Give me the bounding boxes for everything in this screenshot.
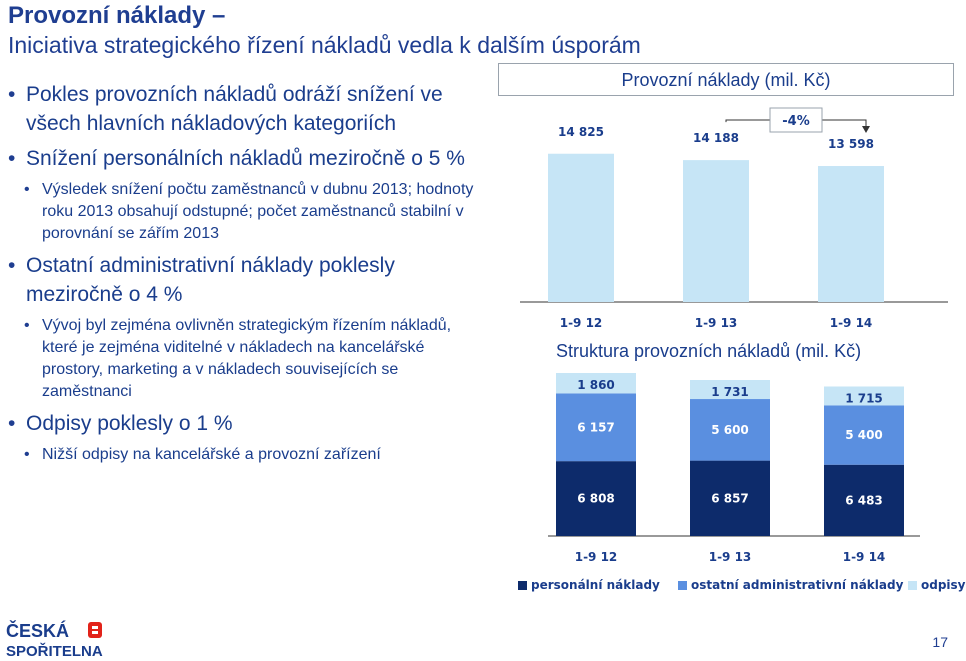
legend-swatch [678, 581, 687, 590]
bullet-item: • Vývoj byl zejména ovlivněn strategickým řízením nákladů, které je zejména viditelné v nákladech na kancelářské prostory, marketing a v nákladech souvisejících se zaměstnanci [8, 315, 478, 403]
bottom-segment-label: 6 808 [577, 491, 615, 506]
top-bar-value-label: 14 825 [558, 124, 604, 139]
top-change-annotation: -4% [782, 114, 810, 129]
legend-swatch [908, 581, 917, 590]
bullet-item: • Nižší odpisy na kancelářské a provozní zařízení [8, 444, 478, 466]
page-subtitle: Iniciativa strategického řízení nákladů vedla k dalším úsporám [8, 32, 641, 58]
bottom-segment-label: 1 731 [711, 385, 749, 400]
top-bar-value-label: 14 188 [693, 131, 739, 146]
page-number: 17 [932, 634, 948, 650]
top-chart-title: Provozní náklady (mil. Kč) [498, 63, 954, 96]
bullet-item: • Výsledek snížení počtu zaměstnanců v dubnu 2013; hodnoty roku 2013 obsahují odstupné; počet zaměstnanců stabilní v porovnání se zářím 2013 [8, 179, 478, 245]
bullet-item: • Ostatní administrativní náklady poklesly meziročně o 4 % [8, 251, 478, 309]
legend-item [908, 578, 966, 592]
legend-label: personální náklady [531, 578, 660, 592]
bottom-category-label: 1-9 14 [842, 550, 886, 564]
legend-label: odpisy [921, 578, 966, 592]
legend-label: ostatní administrativní náklady [691, 578, 904, 592]
bullet-item: • Pokles provozních nákladů odráží snížení ve všech hlavních nákladových kategoriích [8, 80, 478, 138]
legend-item [518, 578, 660, 592]
top-category-label: 1-9 13 [694, 316, 738, 330]
top-category-label: 1-9 12 [559, 316, 603, 330]
bottom-segment-label: 1 860 [577, 378, 615, 392]
logo-s-symbol-icon [88, 622, 102, 638]
bottom-segment-label: 5 600 [711, 422, 749, 437]
bullet-item: • Odpisy poklesly o 1 % [8, 409, 478, 438]
top-bar [683, 160, 749, 302]
bullet-item: • Snížení personálních nákladů meziročně o 5 % [8, 144, 478, 173]
bottom-chart-title: Struktura provozních nákladů (mil. Kč) [556, 341, 862, 361]
logo-line2: SPOŘITELNA [6, 643, 103, 660]
bottom-segment-label: 1 715 [845, 391, 883, 406]
ceska-sporitelna-logo [6, 620, 116, 660]
top-category-label: 1-9 14 [829, 316, 873, 330]
bottom-category-label: 1-9 13 [708, 550, 752, 564]
bottom-segment-label: 5 400 [845, 428, 883, 443]
top-bar [818, 166, 884, 302]
page-title: Provozní náklady – [8, 2, 226, 29]
bottom-segment-label: 6 483 [845, 493, 883, 508]
top-bar [548, 154, 614, 302]
bottom-category-label: 1-9 12 [574, 550, 618, 564]
legend-item [678, 578, 903, 592]
bottom-segment-label: 6 157 [577, 420, 615, 435]
legend-swatch [518, 581, 527, 590]
logo-line1: ČESKÁ [6, 621, 70, 641]
top-bar-value-label: 13 598 [828, 137, 874, 152]
top-change-arrowhead-icon [862, 126, 870, 133]
bottom-segment-label: 6 857 [711, 491, 749, 506]
